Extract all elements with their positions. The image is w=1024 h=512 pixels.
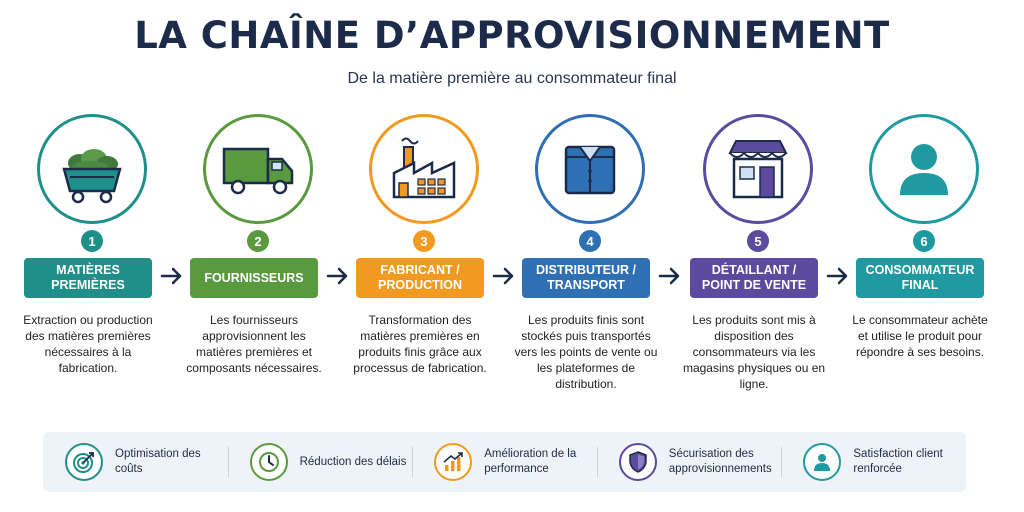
step-label: MATIÈRES PREMIÈRES: [24, 258, 152, 298]
growth-chart-icon: [441, 450, 465, 474]
factory-icon: [382, 127, 466, 211]
step-description: Les fournisseurs approvisionnent les matières premières et composants nécessaires.: [186, 313, 322, 375]
page-title: LA CHAÎNE D’APPROVISIONNEMENT: [134, 14, 890, 57]
benefit-cost-optimization: [43, 443, 228, 481]
step-description: Les produits sont mis à disposition des consommateurs via les magasins physiques ou en ligne.: [682, 313, 826, 391]
customer-icon: [810, 450, 834, 474]
benefit-supply-security: [597, 443, 782, 481]
benefit-text: Amélioration de la performance: [484, 448, 577, 475]
arrow-right-icon: [160, 267, 184, 285]
shield-icon: [626, 450, 650, 474]
step-label: CONSOMMATEUR FINAL: [856, 258, 984, 298]
step-circle: [369, 114, 479, 224]
benefit-icon-ring: [434, 443, 472, 481]
step-circle: [535, 114, 645, 224]
arrow-right-icon: [826, 267, 850, 285]
step-number: 3: [413, 230, 435, 252]
benefit-text: Satisfaction client renforcée: [853, 448, 943, 475]
step-number: 5: [747, 230, 769, 252]
step-number: 2: [247, 230, 269, 252]
benefit-icon-ring: [250, 443, 288, 481]
step-label: FOURNISSEURS: [190, 258, 318, 298]
benefit-icon-ring: [803, 443, 841, 481]
supply-chain-steps: [0, 112, 1024, 412]
step-label: DISTRIBUTEUR / TRANSPORT: [522, 258, 650, 298]
arrow-right-icon: [492, 267, 516, 285]
step-description: Les produits finis sont stockés puis transportés vers les points de vente ou les plateformes de distribution.: [514, 313, 658, 391]
step-description: Le consommateur achète et utilise le produit pour répondre à ses besoins.: [852, 313, 988, 359]
store-icon: [716, 127, 800, 211]
arrow-right-icon: [658, 267, 682, 285]
step-label: FABRICANT / PRODUCTION: [356, 258, 484, 298]
benefit-icon-ring: [65, 443, 103, 481]
step-circle: [703, 114, 813, 224]
page-subtitle: De la matière première au consommateur final: [347, 70, 677, 87]
benefits-bar: [43, 432, 966, 492]
step-number: 6: [913, 230, 935, 252]
benefit-customer-satisfaction: [781, 443, 966, 481]
mine-cart-icon: [50, 127, 134, 211]
step-circle: [869, 114, 979, 224]
step-circle: [203, 114, 313, 224]
arrow-right-icon: [326, 267, 350, 285]
benefit-text: Optimisation des coûts: [115, 448, 201, 475]
clock-icon: [257, 450, 281, 474]
step-description: Extraction ou production des matières premières nécessaires à la fabrication.: [23, 313, 153, 375]
step-label: DÉTAILLANT / POINT DE VENTE: [690, 258, 818, 298]
step-number: 1: [81, 230, 103, 252]
step-number: 4: [579, 230, 601, 252]
step-circle: [37, 114, 147, 224]
step-description: Transformation des matières premières en produits finis grâce aux processus de fabrication.: [353, 313, 487, 375]
target-icon: [72, 450, 96, 474]
truck-icon: [216, 127, 300, 211]
benefit-icon-ring: [619, 443, 657, 481]
benefit-delay-reduction: [228, 443, 413, 481]
benefit-performance: [412, 443, 597, 481]
benefit-text: Sécurisation des approvisionnements: [668, 448, 772, 475]
user-icon: [882, 127, 966, 211]
benefit-text: Réduction des délais: [299, 455, 407, 468]
package-icon: [548, 127, 632, 211]
